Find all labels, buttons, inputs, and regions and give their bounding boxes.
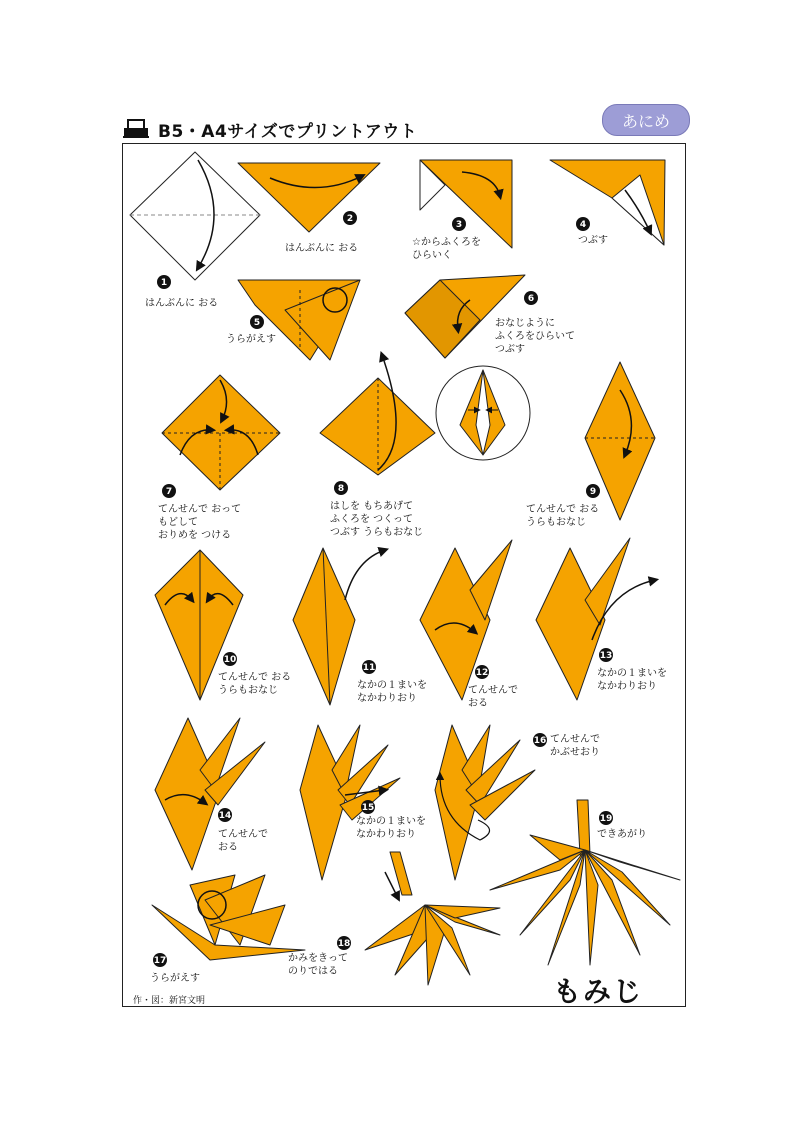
step4-diagram xyxy=(550,160,665,245)
step17-diagram xyxy=(152,875,305,960)
step2-label: はんぶんに おる xyxy=(285,243,359,254)
step2-marker xyxy=(343,211,357,225)
step5-marker xyxy=(250,315,264,329)
step8-marker xyxy=(334,481,348,495)
svg-text:2: 2 xyxy=(346,214,354,224)
step4-label: つぶす xyxy=(578,235,608,246)
step15-marker xyxy=(361,800,375,814)
step18-label: かみをきって のりではる xyxy=(288,953,348,977)
step15-diagram xyxy=(300,725,400,880)
svg-text:11: 11 xyxy=(362,663,376,673)
svg-text:18: 18 xyxy=(337,939,351,949)
svg-text:6: 6 xyxy=(527,294,535,304)
credit-text: 作・図：新宮文明 xyxy=(133,996,206,1006)
svg-text:13: 13 xyxy=(599,651,613,661)
svg-text:15: 15 xyxy=(361,803,375,813)
svg-text:8: 8 xyxy=(337,484,345,494)
svg-text:17: 17 xyxy=(153,956,167,966)
step16-diagram xyxy=(435,725,535,880)
step19-diagram xyxy=(490,800,680,965)
svg-text:14: 14 xyxy=(218,811,232,821)
step8-diagram xyxy=(320,355,435,475)
step14-label: てんせんで おる xyxy=(218,829,268,853)
step9-marker xyxy=(586,484,600,498)
step17-label: うらがえす xyxy=(150,973,200,984)
step13-label: なかの１まいを なかわりおり xyxy=(597,668,667,692)
step1-label: はんぶんに おる xyxy=(145,298,219,309)
step12-marker xyxy=(475,665,489,679)
step3-label: ☆からふくろを ひらいく xyxy=(412,237,481,261)
step12-diagram xyxy=(420,540,512,700)
step7-label: てんせんで おって もどして おりめを つける xyxy=(158,504,242,541)
step7-diagram xyxy=(162,375,280,490)
step14-marker xyxy=(218,808,232,822)
step16-label: てんせんで かぶせおり xyxy=(550,734,600,758)
step10-marker xyxy=(223,652,237,666)
step2-diagram xyxy=(238,163,380,232)
step12-label: てんせんで おる xyxy=(468,685,518,709)
step8-label: はしを もちあげて ふくろを つくって つぶす うらもおなじ xyxy=(330,501,424,538)
step6-label: おなじように ふくろをひらいて つぶす xyxy=(495,318,575,355)
final-model-name: もみじ xyxy=(553,975,644,1008)
step7-marker xyxy=(162,484,176,498)
step3-diagram xyxy=(420,160,512,248)
svg-text:12: 12 xyxy=(475,668,489,678)
step1-marker xyxy=(157,275,171,289)
anime-badge-label: あにめ xyxy=(621,111,670,131)
step17-marker xyxy=(153,953,167,967)
step6-marker xyxy=(524,291,538,305)
svg-text:5: 5 xyxy=(253,318,261,328)
step18-diagram xyxy=(365,852,500,985)
svg-text:7: 7 xyxy=(165,487,173,497)
step18-marker xyxy=(337,936,351,950)
step19-label: できあがり xyxy=(597,829,647,840)
step15-label: なかの１まいを なかわりおり xyxy=(356,816,426,840)
step10-label: てんせんで おる うらもおなじ xyxy=(218,672,292,696)
step3-marker xyxy=(452,217,466,231)
step4-marker xyxy=(576,217,590,231)
page-title: B5・A4サイズでプリントアウト xyxy=(158,121,418,142)
svg-text:4: 4 xyxy=(579,220,587,230)
svg-text:10: 10 xyxy=(223,655,237,665)
step5-label: うらがえす xyxy=(226,334,276,345)
svg-text:3: 3 xyxy=(455,220,463,230)
step8-detail xyxy=(436,366,530,460)
step13-marker xyxy=(599,648,613,662)
step9-label: てんせんで おる うらもおなじ xyxy=(526,504,600,528)
step11-marker xyxy=(362,660,376,674)
step16-marker xyxy=(533,733,547,747)
svg-text:19: 19 xyxy=(599,814,613,824)
step1-diagram xyxy=(130,152,260,280)
svg-text:1: 1 xyxy=(160,278,168,288)
svg-text:16: 16 xyxy=(533,736,547,746)
svg-text:9: 9 xyxy=(589,487,597,497)
step11-label: なかの１まいを なかわりおり xyxy=(357,680,427,704)
step19-marker xyxy=(599,811,613,825)
